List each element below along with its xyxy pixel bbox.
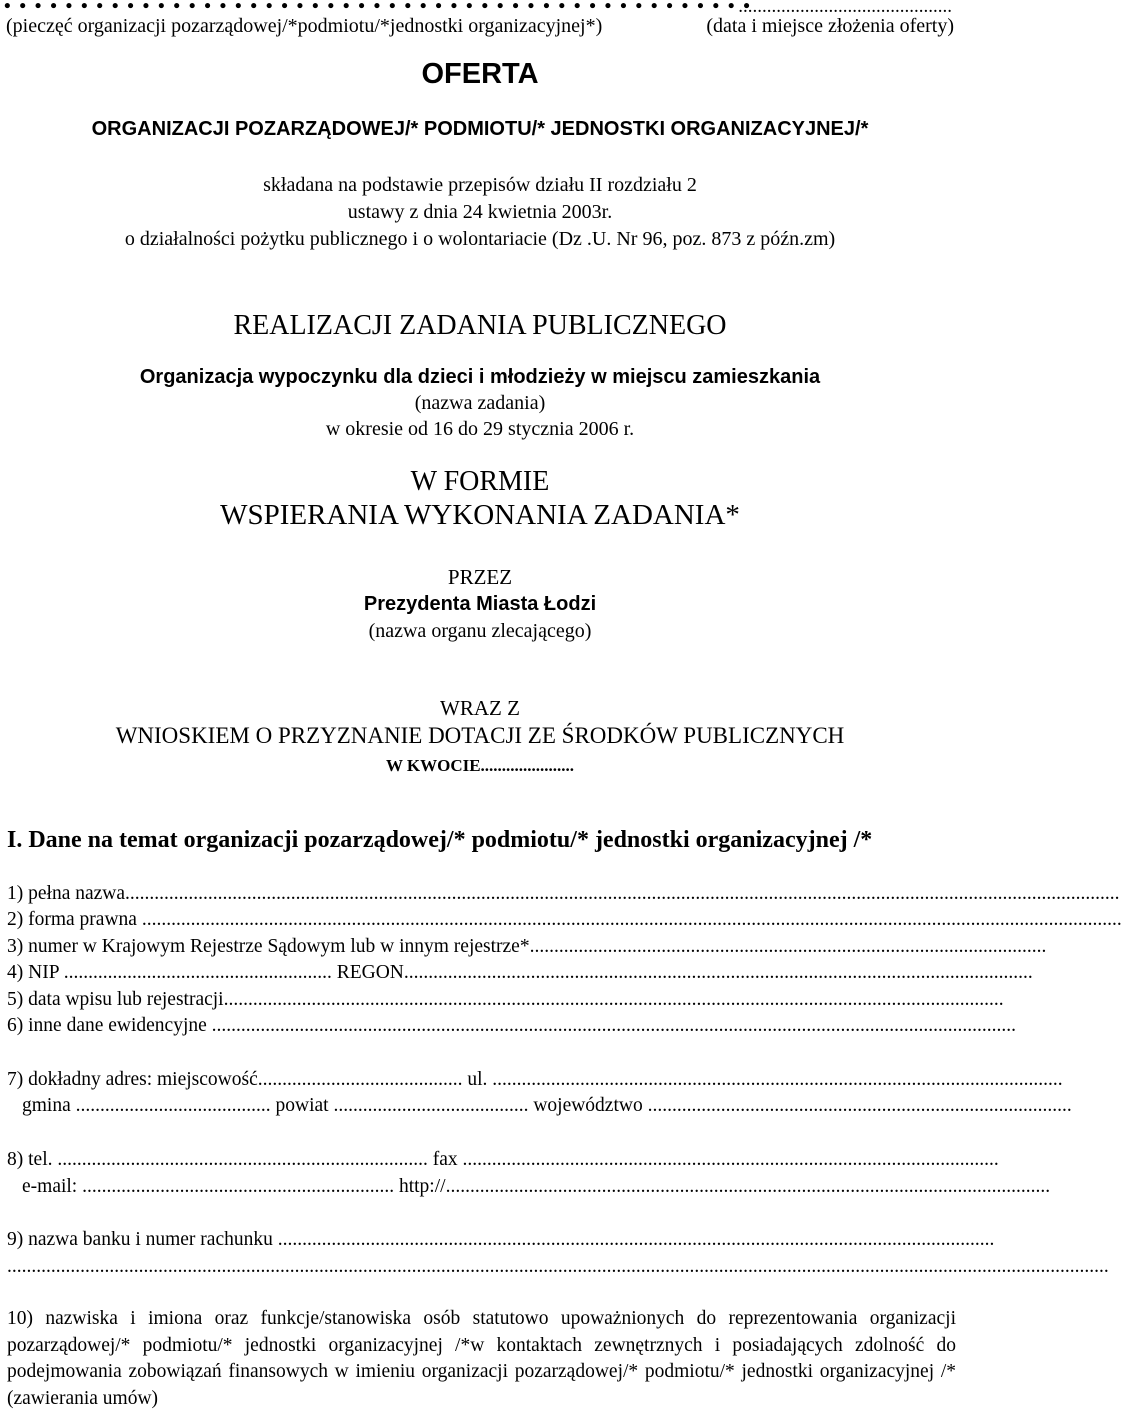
grant-application-heading: WNIOSKIEM O PRZYZNANIE DOTACJI ZE ŚRODKÓW PUBLICZNYCH	[115, 723, 845, 748]
task-name-caption: (nazwa zadania)	[414, 392, 546, 414]
field-other-records[interactable]: 6) inne dane ewidencyjne .....................................................................................................................................................................	[7, 1015, 1017, 1036]
form-heading: W FORMIE	[410, 466, 550, 497]
field-bank-account-continued[interactable]: ..................................................................................................................................................................................................................................	[7, 1256, 1109, 1277]
field-registration-date[interactable]: 5) data wpisu lub rejestracji................................................................................................................................................................	[7, 989, 1004, 1010]
field-municipality-county-voivodeship[interactable]: gmina ........................................ powiat ........................................ województwo .......................................................................................	[22, 1095, 1072, 1116]
legal-basis-line-2: ustawy z dnia 24 kwietnia 2003r.	[347, 201, 613, 223]
stamp-dotted-line: • • • • • • • • • • • • • • • • • • • • • • • • • • • • • • • • • • • • • • • • • • • • • • • • •	[4, 0, 752, 17]
date-place-label: (data i miejsce złożenia oferty)	[706, 15, 954, 37]
document-title: OFERTA	[421, 58, 539, 90]
field-authorized-representatives: 10) nazwiska i imiona oraz funkcje/stanowiska osób statutowo upoważnionych do reprezentowania organizacji pozarządowej/* podmiotu/* jednostki organizacyjnej /*w kontaktach zewnętrznych i posiadających zdolność do podejmowania zobowiązań finansowych w imieniu organizacji pozarządowej/* podmiotu/* jednostki organizacyjnej /*(zawierania umów)	[7, 1308, 956, 1409]
with-heading: WRAZ Z	[440, 696, 520, 720]
field-full-name[interactable]: 1) pełna nazwa............................................................................................................................................................................................................	[7, 883, 1120, 904]
date-dotted-line: .............................................	[738, 0, 952, 17]
field-nip-regon[interactable]: 4) NIP ....................................................... REGON.................................................................................................................................	[7, 962, 1033, 983]
by-heading: PRZEZ	[447, 565, 513, 589]
field-email-website[interactable]: e-mail: ................................................................ http://............................................................................................................................	[22, 1176, 1051, 1197]
task-period: w okresie od 16 do 29 stycznia 2006 r.	[325, 418, 635, 440]
support-heading: WSPIERANIA WYKONANIA ZADANIA*	[220, 499, 740, 531]
organization-type-heading: ORGANIZACJI POZARZĄDOWEJ/* PODMIOTU/* JEDNOSTKI ORGANIZACYJNEJ/*	[91, 118, 869, 140]
commissioning-body-caption: (nazwa organu zlecającego)	[368, 620, 592, 642]
section-1-title: I. Dane na temat organizacji pozarządowej/* podmiotu/* jednostki organizacyjnej /*	[7, 827, 873, 853]
public-task-heading: REALIZACJI ZADANIA PUBLICZNEGO	[233, 310, 727, 341]
legal-basis-line-1: składana na podstawie przepisów działu II rozdziału 2	[263, 174, 697, 196]
field-legal-form[interactable]: 2) forma prawna .........................................................................................................................................................................................................	[7, 909, 1122, 930]
commissioning-body: Prezydenta Miasta Łodzi	[363, 593, 597, 615]
stamp-label: (pieczęć organizacji pozarządowej/*podmiotu/*jednostki organizacyjnej*)	[6, 15, 603, 37]
amount-line: W KWOCIE......................	[385, 756, 575, 775]
field-bank-account[interactable]: 9) nazwa banku i numer rachunku ...................................................................................................................................................	[7, 1229, 995, 1250]
legal-basis-line-3: o działalności pożytku publicznego i o wolontariacie (Dz .U. Nr 96, poz. 873 z późn.zm)	[124, 228, 836, 250]
field-phone-fax[interactable]: 8) tel. ............................................................................ fax ..............................................................................................................	[7, 1149, 999, 1170]
field-address[interactable]: 7) dokładny adres: miejscowość.......................................... ul. .....................................................................................................................	[7, 1069, 1063, 1090]
task-name: Organizacja wypoczynku dla dzieci i młodzieży w miejscu zamieszkania	[139, 366, 821, 388]
field-register-number[interactable]: 3) numer w Krajowym Rejestrze Sądowym lub w innym rejestrze*..........................................................................................................	[7, 936, 1047, 957]
